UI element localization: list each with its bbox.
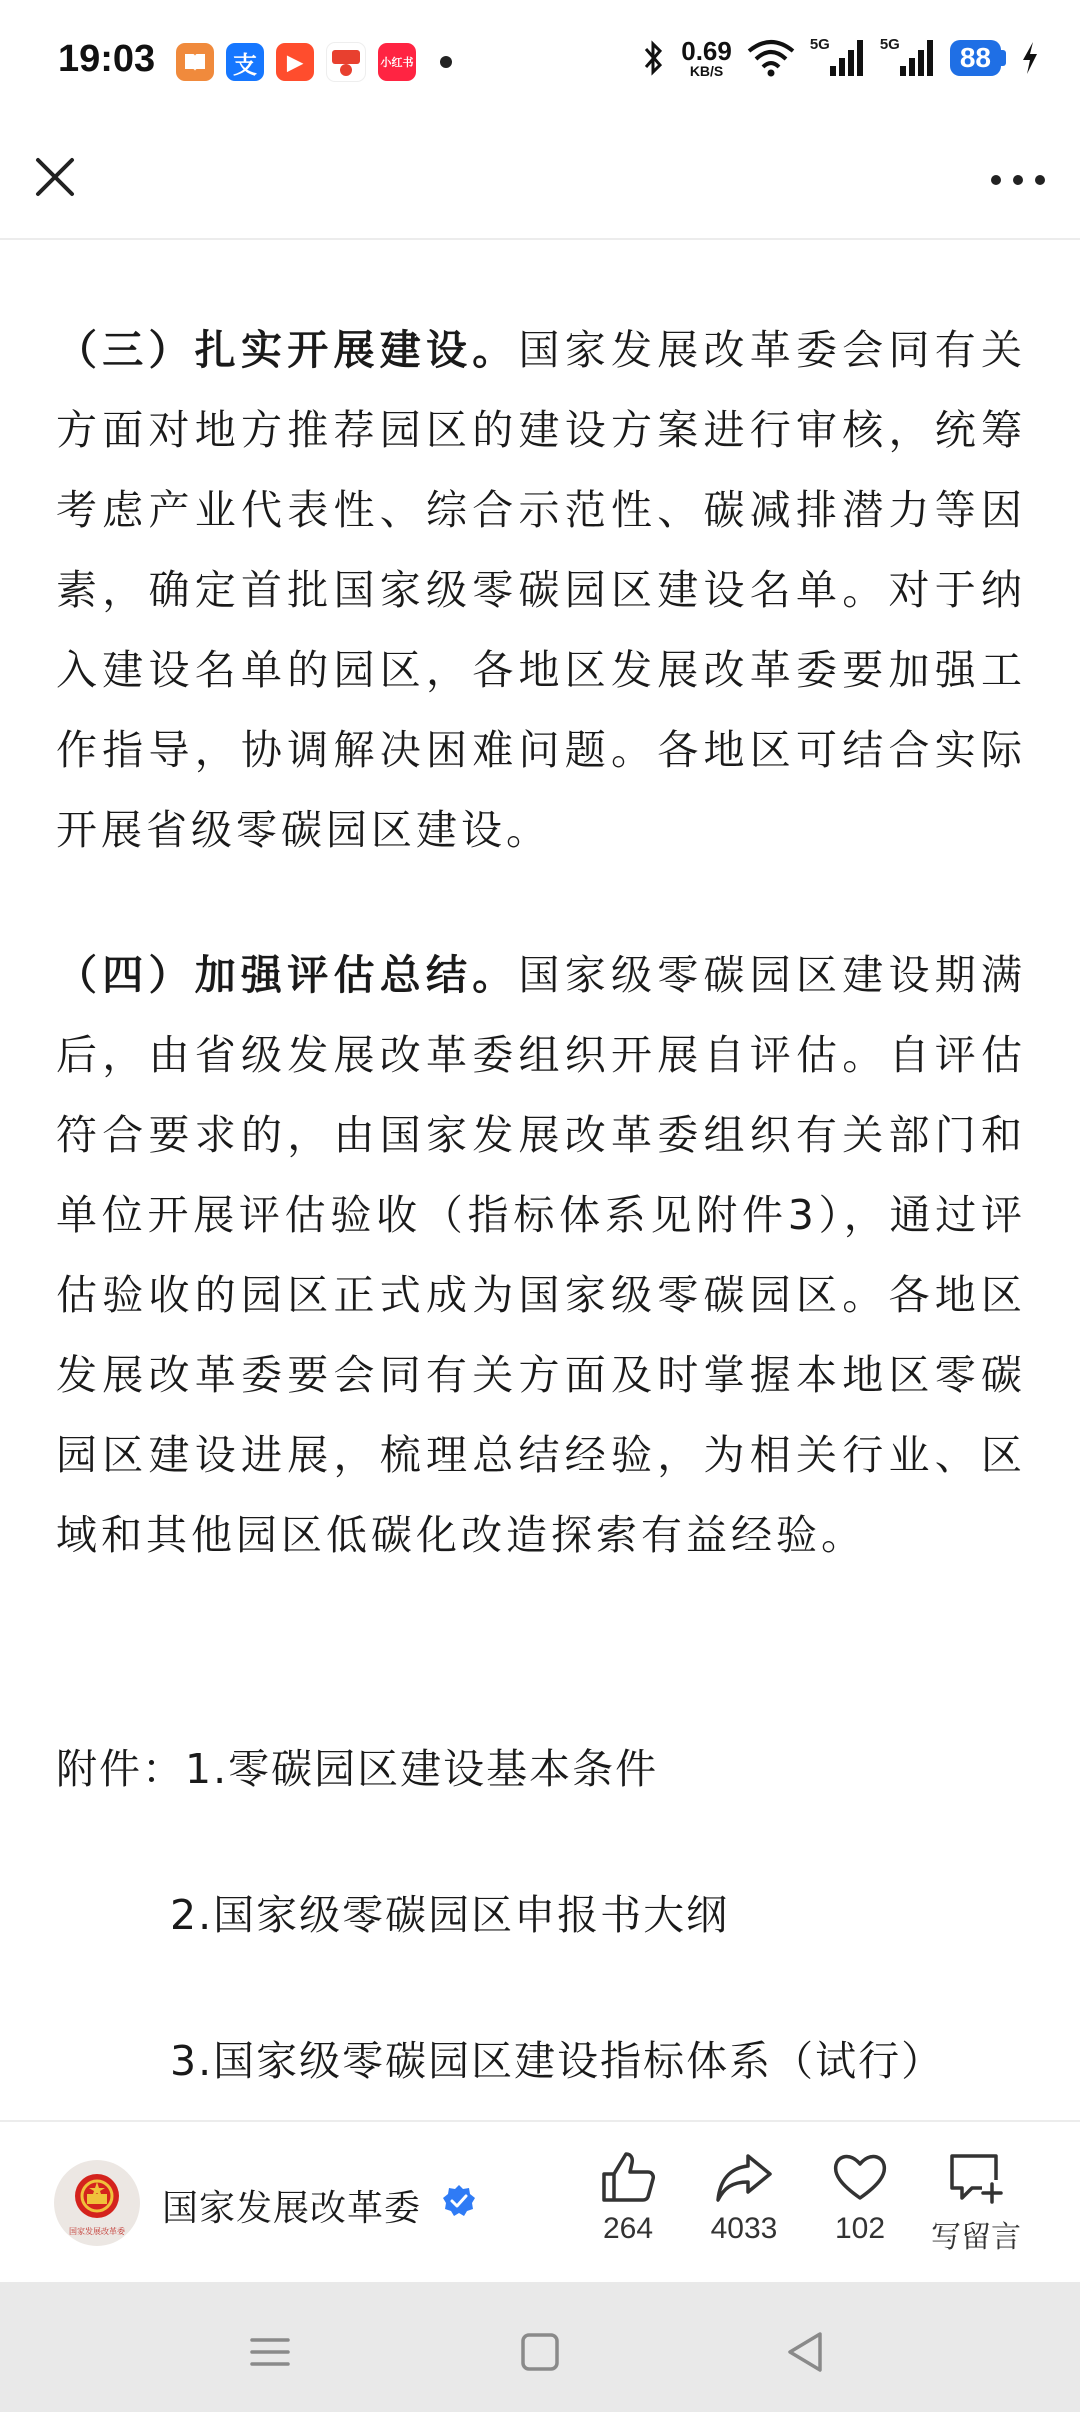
bluetooth-icon bbox=[641, 39, 667, 77]
article-body bbox=[56, 310, 1026, 1575]
signal-2-label: 5G bbox=[879, 36, 900, 53]
signal-icon-1 bbox=[810, 36, 866, 80]
like-count: 264 bbox=[602, 2212, 654, 2245]
author-avatar[interactable] bbox=[54, 2160, 140, 2246]
avatar-caption: 国家发展改革委 bbox=[69, 2227, 125, 2236]
network-speed bbox=[681, 38, 732, 78]
battery-cap bbox=[1001, 50, 1006, 66]
back-icon[interactable] bbox=[776, 2322, 836, 2382]
battery-level: 88 bbox=[950, 40, 1001, 76]
network-speed-unit: KB/S bbox=[689, 63, 724, 79]
share-arrow-icon bbox=[714, 2150, 774, 2204]
author-name[interactable]: 国家发展改革委 bbox=[162, 2188, 422, 2229]
bottom-action-bar bbox=[0, 2120, 1080, 2282]
paragraph-3 bbox=[56, 310, 1026, 870]
heart-icon bbox=[830, 2150, 890, 2204]
more-notifications-dot bbox=[440, 56, 452, 68]
game-app-icon bbox=[326, 42, 366, 82]
charging-icon bbox=[1020, 40, 1040, 76]
alipay-app-icon: 支 bbox=[226, 43, 264, 81]
paragraph-4 bbox=[56, 935, 1026, 1575]
verified-badge-icon bbox=[442, 2184, 476, 2218]
battery-indicator bbox=[950, 40, 1006, 76]
attachment-item-1 bbox=[56, 1736, 658, 1795]
signal-1-label: 5G bbox=[809, 36, 830, 53]
signal-icon-2 bbox=[880, 36, 936, 80]
paragraph-4-body: 国家级零碳园区建设期满后，由省级发展改革委组织开展自评估。自评估符合要求的，由国家发展改革委组织有关部门和单位开展评估验收（指标体系见附件3），通过评估验收的园区正式成为国家级零碳园区。各地区发展改革委要会同有关方面及时掌握本地区零碳园区建设进展，梳理总结经验，为相关行业、区域和其他园区低碳化改造探索有益经验。 bbox=[56, 951, 1026, 1559]
top-nav-bar bbox=[0, 120, 1080, 240]
more-options-icon[interactable] bbox=[986, 160, 1050, 200]
attachments-label: 附件： bbox=[56, 1745, 185, 1793]
paragraph-4-heading: （四）加强评估总结。 bbox=[56, 951, 519, 999]
xiaohongshu-app-icon: 小红书 bbox=[378, 43, 416, 81]
menu-icon[interactable] bbox=[240, 2322, 300, 2382]
attachment-item-2: 2.国家级零碳园区申报书大纲 bbox=[170, 1891, 730, 1939]
thumbs-up-icon bbox=[598, 2150, 658, 2204]
attachment-item-3: 3.国家级零碳园区建设指标体系（试行） bbox=[170, 2037, 945, 2085]
system-nav-bar bbox=[0, 2282, 1080, 2412]
favorite-count: 102 bbox=[834, 2212, 886, 2245]
like-button[interactable] bbox=[568, 2150, 688, 2246]
wifi-icon bbox=[746, 39, 796, 77]
video-app-icon: ▶ bbox=[276, 43, 314, 81]
write-comment-button[interactable] bbox=[916, 2150, 1036, 2256]
home-icon[interactable] bbox=[510, 2322, 570, 2382]
clock: 19:03 bbox=[58, 38, 156, 80]
status-bar bbox=[0, 0, 1080, 120]
close-icon[interactable] bbox=[30, 152, 80, 202]
notification-icons bbox=[176, 42, 452, 82]
attachment-1-text: 1.零碳园区建设基本条件 bbox=[185, 1745, 659, 1793]
share-count: 4033 bbox=[710, 2212, 778, 2245]
share-button[interactable] bbox=[684, 2150, 804, 2246]
comment-add-icon bbox=[946, 2150, 1006, 2204]
paragraph-3-body: 国家发展改革委会同有关方面对地方推荐园区的建设方案进行审核，统筹考虑产业代表性、综合示范性、碳减排潜力等因素，确定首批国家级零碳园区建设名单。对于纳入建设名单的园区，各地区发展改革委要加强工作指导，协调解决困难问题。各地区可结合实际开展省级零碳园区建设。 bbox=[56, 326, 1026, 854]
paragraph-3-heading: （三）扎实开展建设。 bbox=[56, 326, 519, 374]
write-comment-label: 写留言 bbox=[931, 2221, 1021, 2254]
network-speed-value: 0.69 bbox=[681, 36, 732, 66]
books-app-icon bbox=[176, 43, 214, 81]
system-indicators bbox=[641, 36, 1040, 80]
favorite-button[interactable] bbox=[800, 2150, 920, 2246]
